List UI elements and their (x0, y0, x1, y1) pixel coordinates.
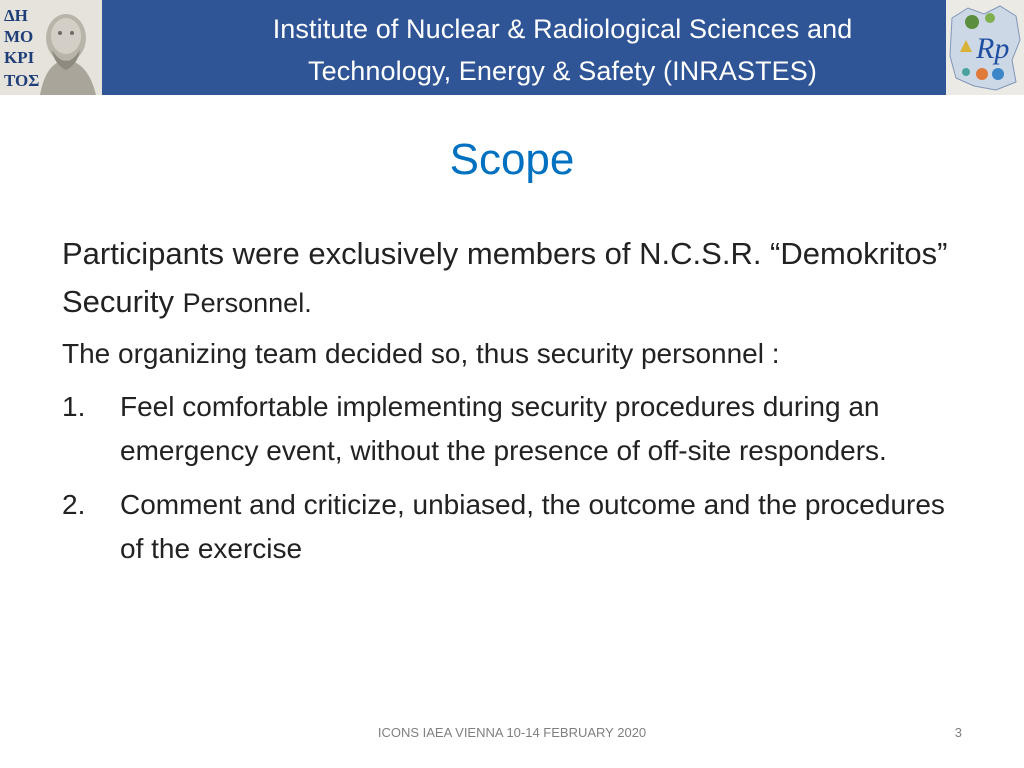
slide-body (62, 230, 962, 571)
demokritos-logo-graphic (0, 0, 102, 95)
list-item-text: Feel comfortable implementing security procedures during an emergency event, without the presence of off-site responders. (120, 391, 887, 466)
list-item (62, 385, 962, 473)
participants-text-end: Personnel. (182, 288, 312, 318)
header-title-line1: Institute of Nuclear & Radiological Sciences and (272, 14, 853, 44)
reasons-list (62, 385, 962, 571)
list-item-number: 2. (62, 489, 86, 520)
demokritos-logo (0, 0, 102, 95)
rp-lab-logo (946, 0, 1024, 95)
rp-lab-logo-graphic (946, 0, 1024, 95)
header-title (200, 8, 925, 92)
svg-text:ΔΗ: ΔΗ (4, 6, 28, 25)
svg-text:ΤΟΣ: ΤΟΣ (4, 71, 40, 90)
participants-paragraph (62, 230, 962, 327)
list-item (62, 483, 962, 571)
participants-text: Participants were exclusively members of N.C.S.R. “Demokritos” Security (62, 236, 948, 319)
organizing-team-paragraph: The organizing team decided so, thus security personnel : (62, 338, 780, 369)
page-number: 3 (954, 725, 962, 740)
page-title: Scope (449, 135, 575, 184)
header-title-line2: Technology, Energy & Safety (INRASTES) (307, 56, 817, 86)
footer-text: ICONS IAEA VIENNA 10-14 FEBRUARY 2020 (377, 725, 647, 740)
list-item-number: 1. (62, 391, 86, 422)
svg-text:Rp: Rp (976, 32, 1010, 65)
svg-text:ΚΡΙ: ΚΡΙ (4, 48, 35, 67)
list-item-text: Comment and criticize, unbiased, the outcome and the procedures of the exercise (120, 489, 945, 564)
svg-text:ΜΟ: ΜΟ (4, 27, 34, 46)
